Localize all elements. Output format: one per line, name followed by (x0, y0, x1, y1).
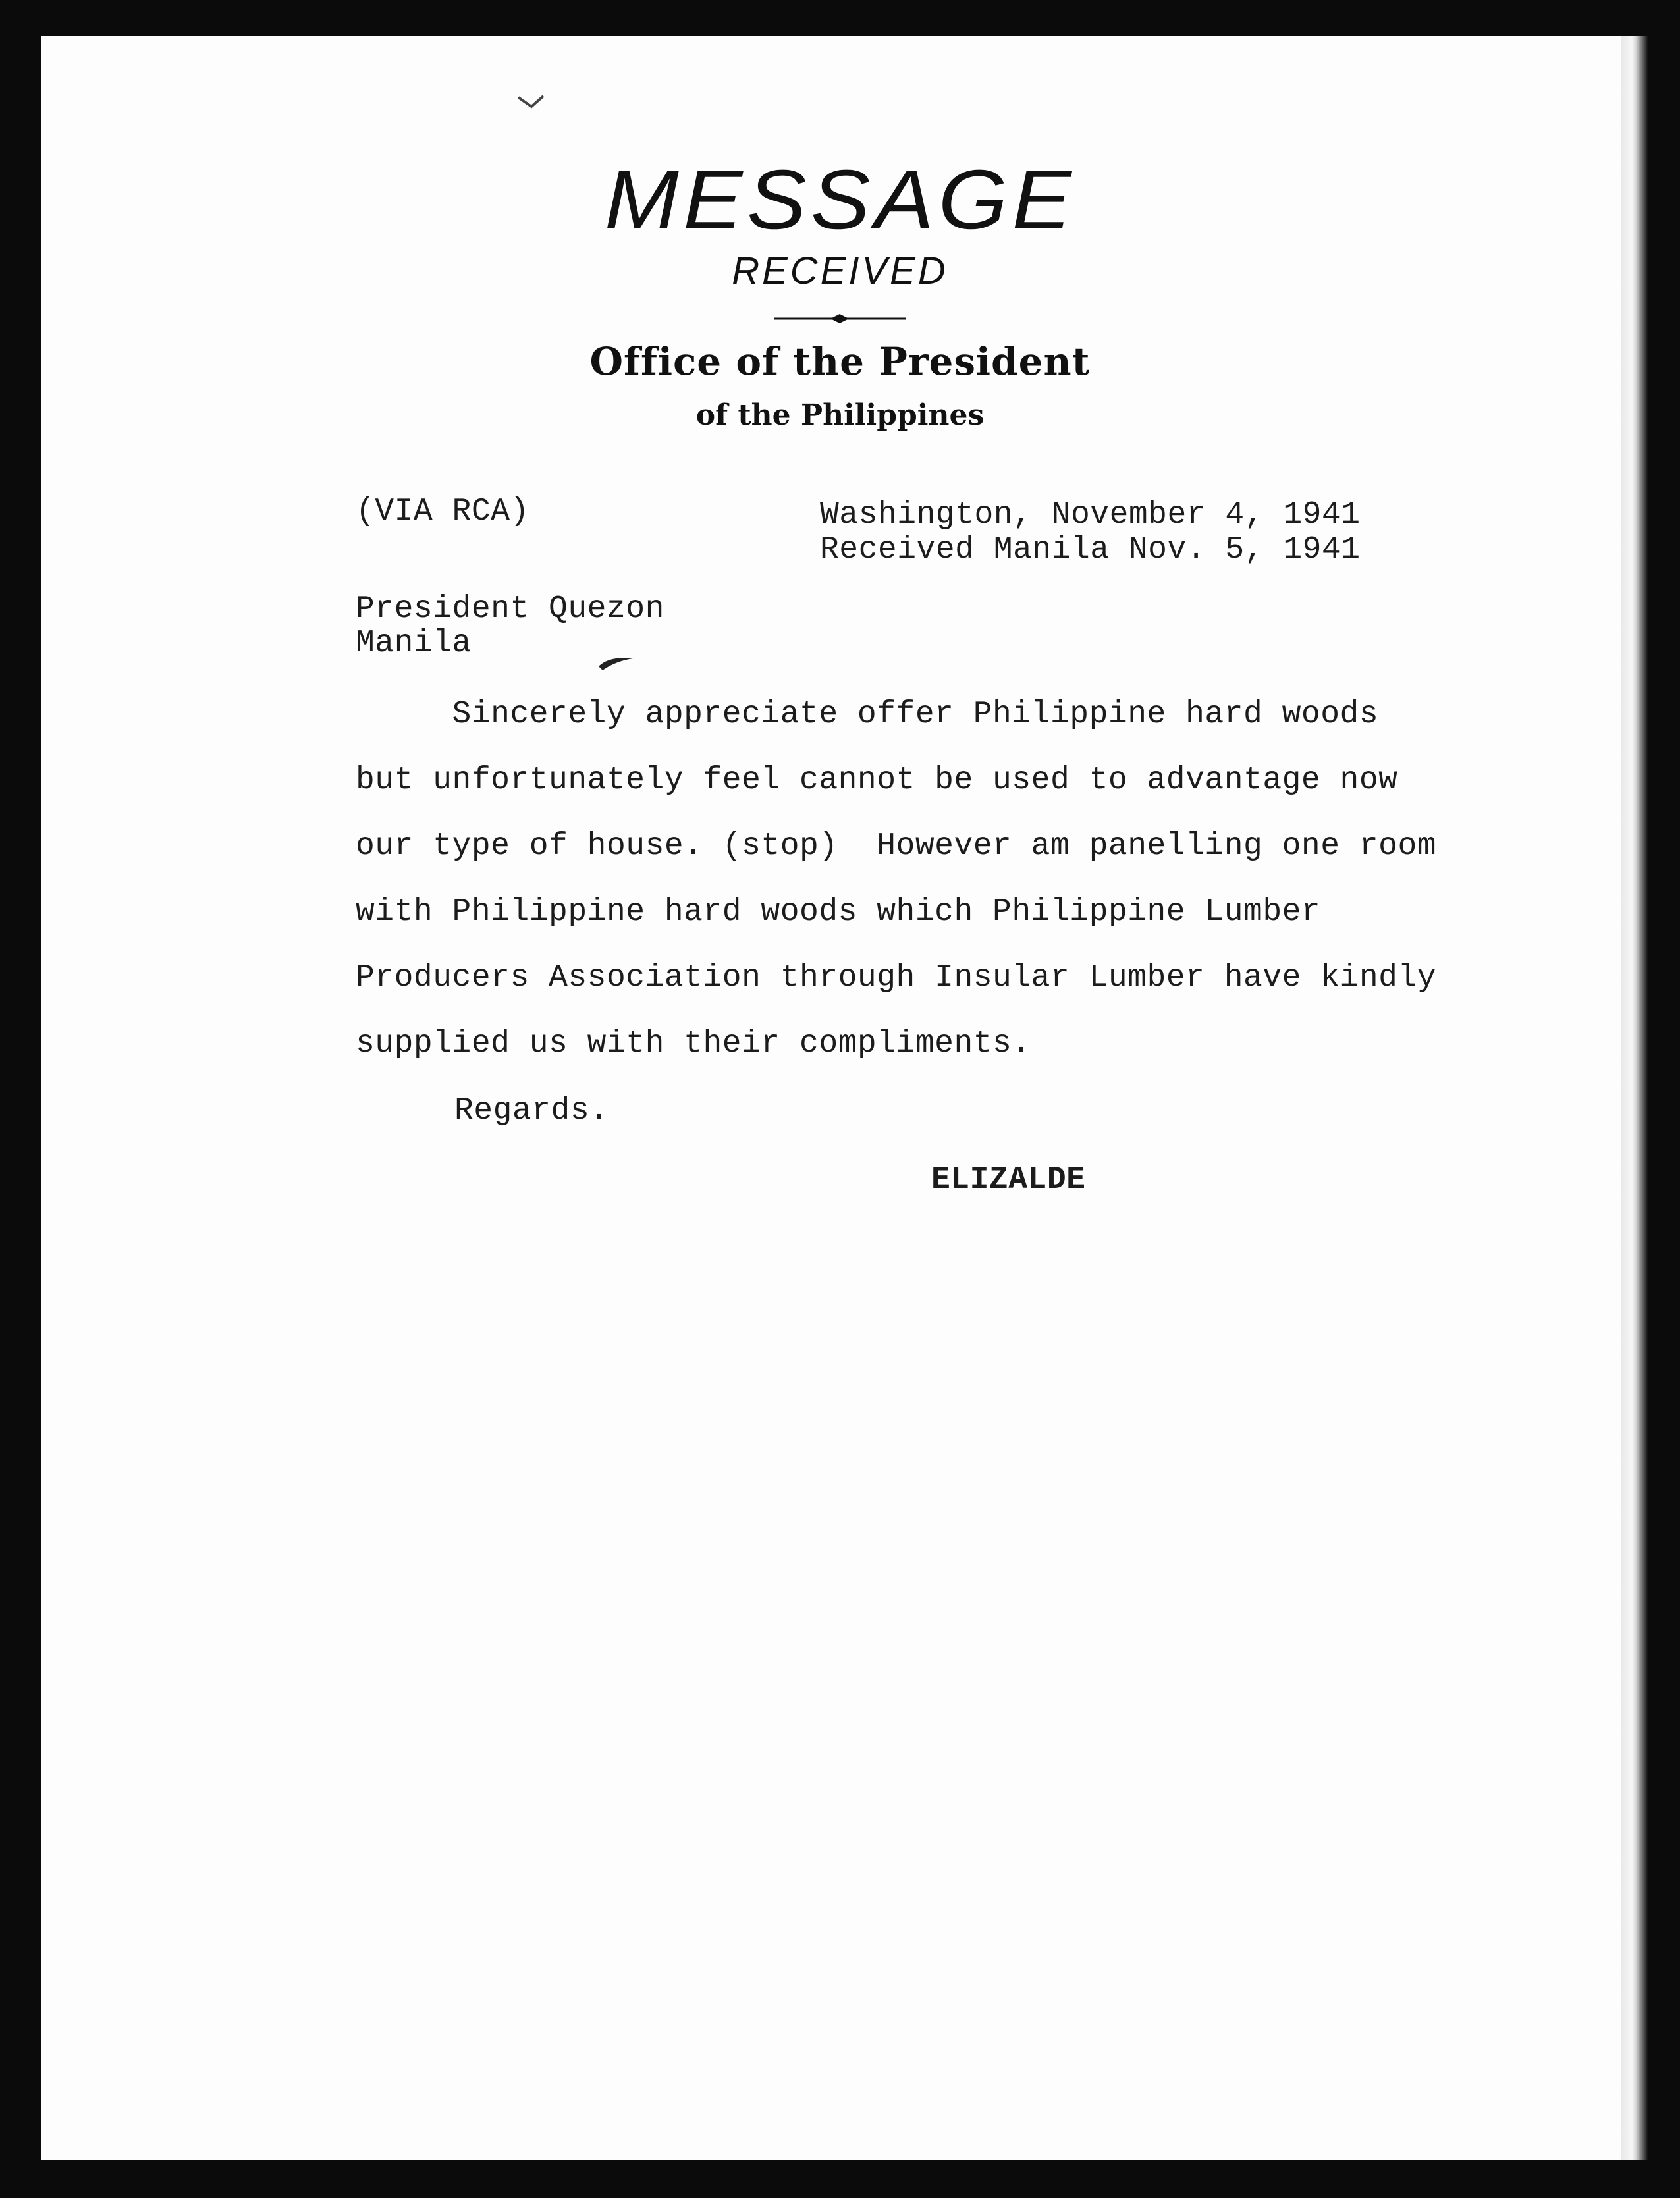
ornament-divider-icon (774, 313, 906, 324)
body-line: Sincerely appreciate offer Philippine hard woods (356, 697, 1379, 732)
body-line: with Philippine hard woods which Philippine Lumber (356, 894, 1321, 930)
body-line: but unfortunately feel cannot be used to advantage now (356, 763, 1398, 798)
letterhead-subtitle: RECEIVED (732, 250, 948, 292)
body-line: Producers Association through Insular Lumber have kindly (356, 960, 1437, 996)
closing: Regards. (454, 1093, 609, 1129)
office-country: of the Philippines (695, 398, 985, 432)
ink-smudge-icon (596, 652, 636, 672)
body-line: supplied us with their compliments. (356, 1026, 1031, 1061)
letterhead-title: MESSAGE (604, 153, 1076, 247)
addressee-name: President Quezon (356, 591, 664, 627)
body-line: our type of house. (stop) However am panelling one room (356, 828, 1437, 864)
addressee-city: Manila (356, 626, 472, 661)
transmission-via: (VIA RCA) (356, 494, 529, 529)
check-mark-icon (517, 92, 556, 112)
signature: ELIZALDE (931, 1162, 1086, 1198)
received-line: Received Manila Nov. 5, 1941 (820, 532, 1361, 568)
dateline: Washington, November 4, 1941 (820, 497, 1361, 533)
office-name: Office of the President (589, 339, 1091, 384)
